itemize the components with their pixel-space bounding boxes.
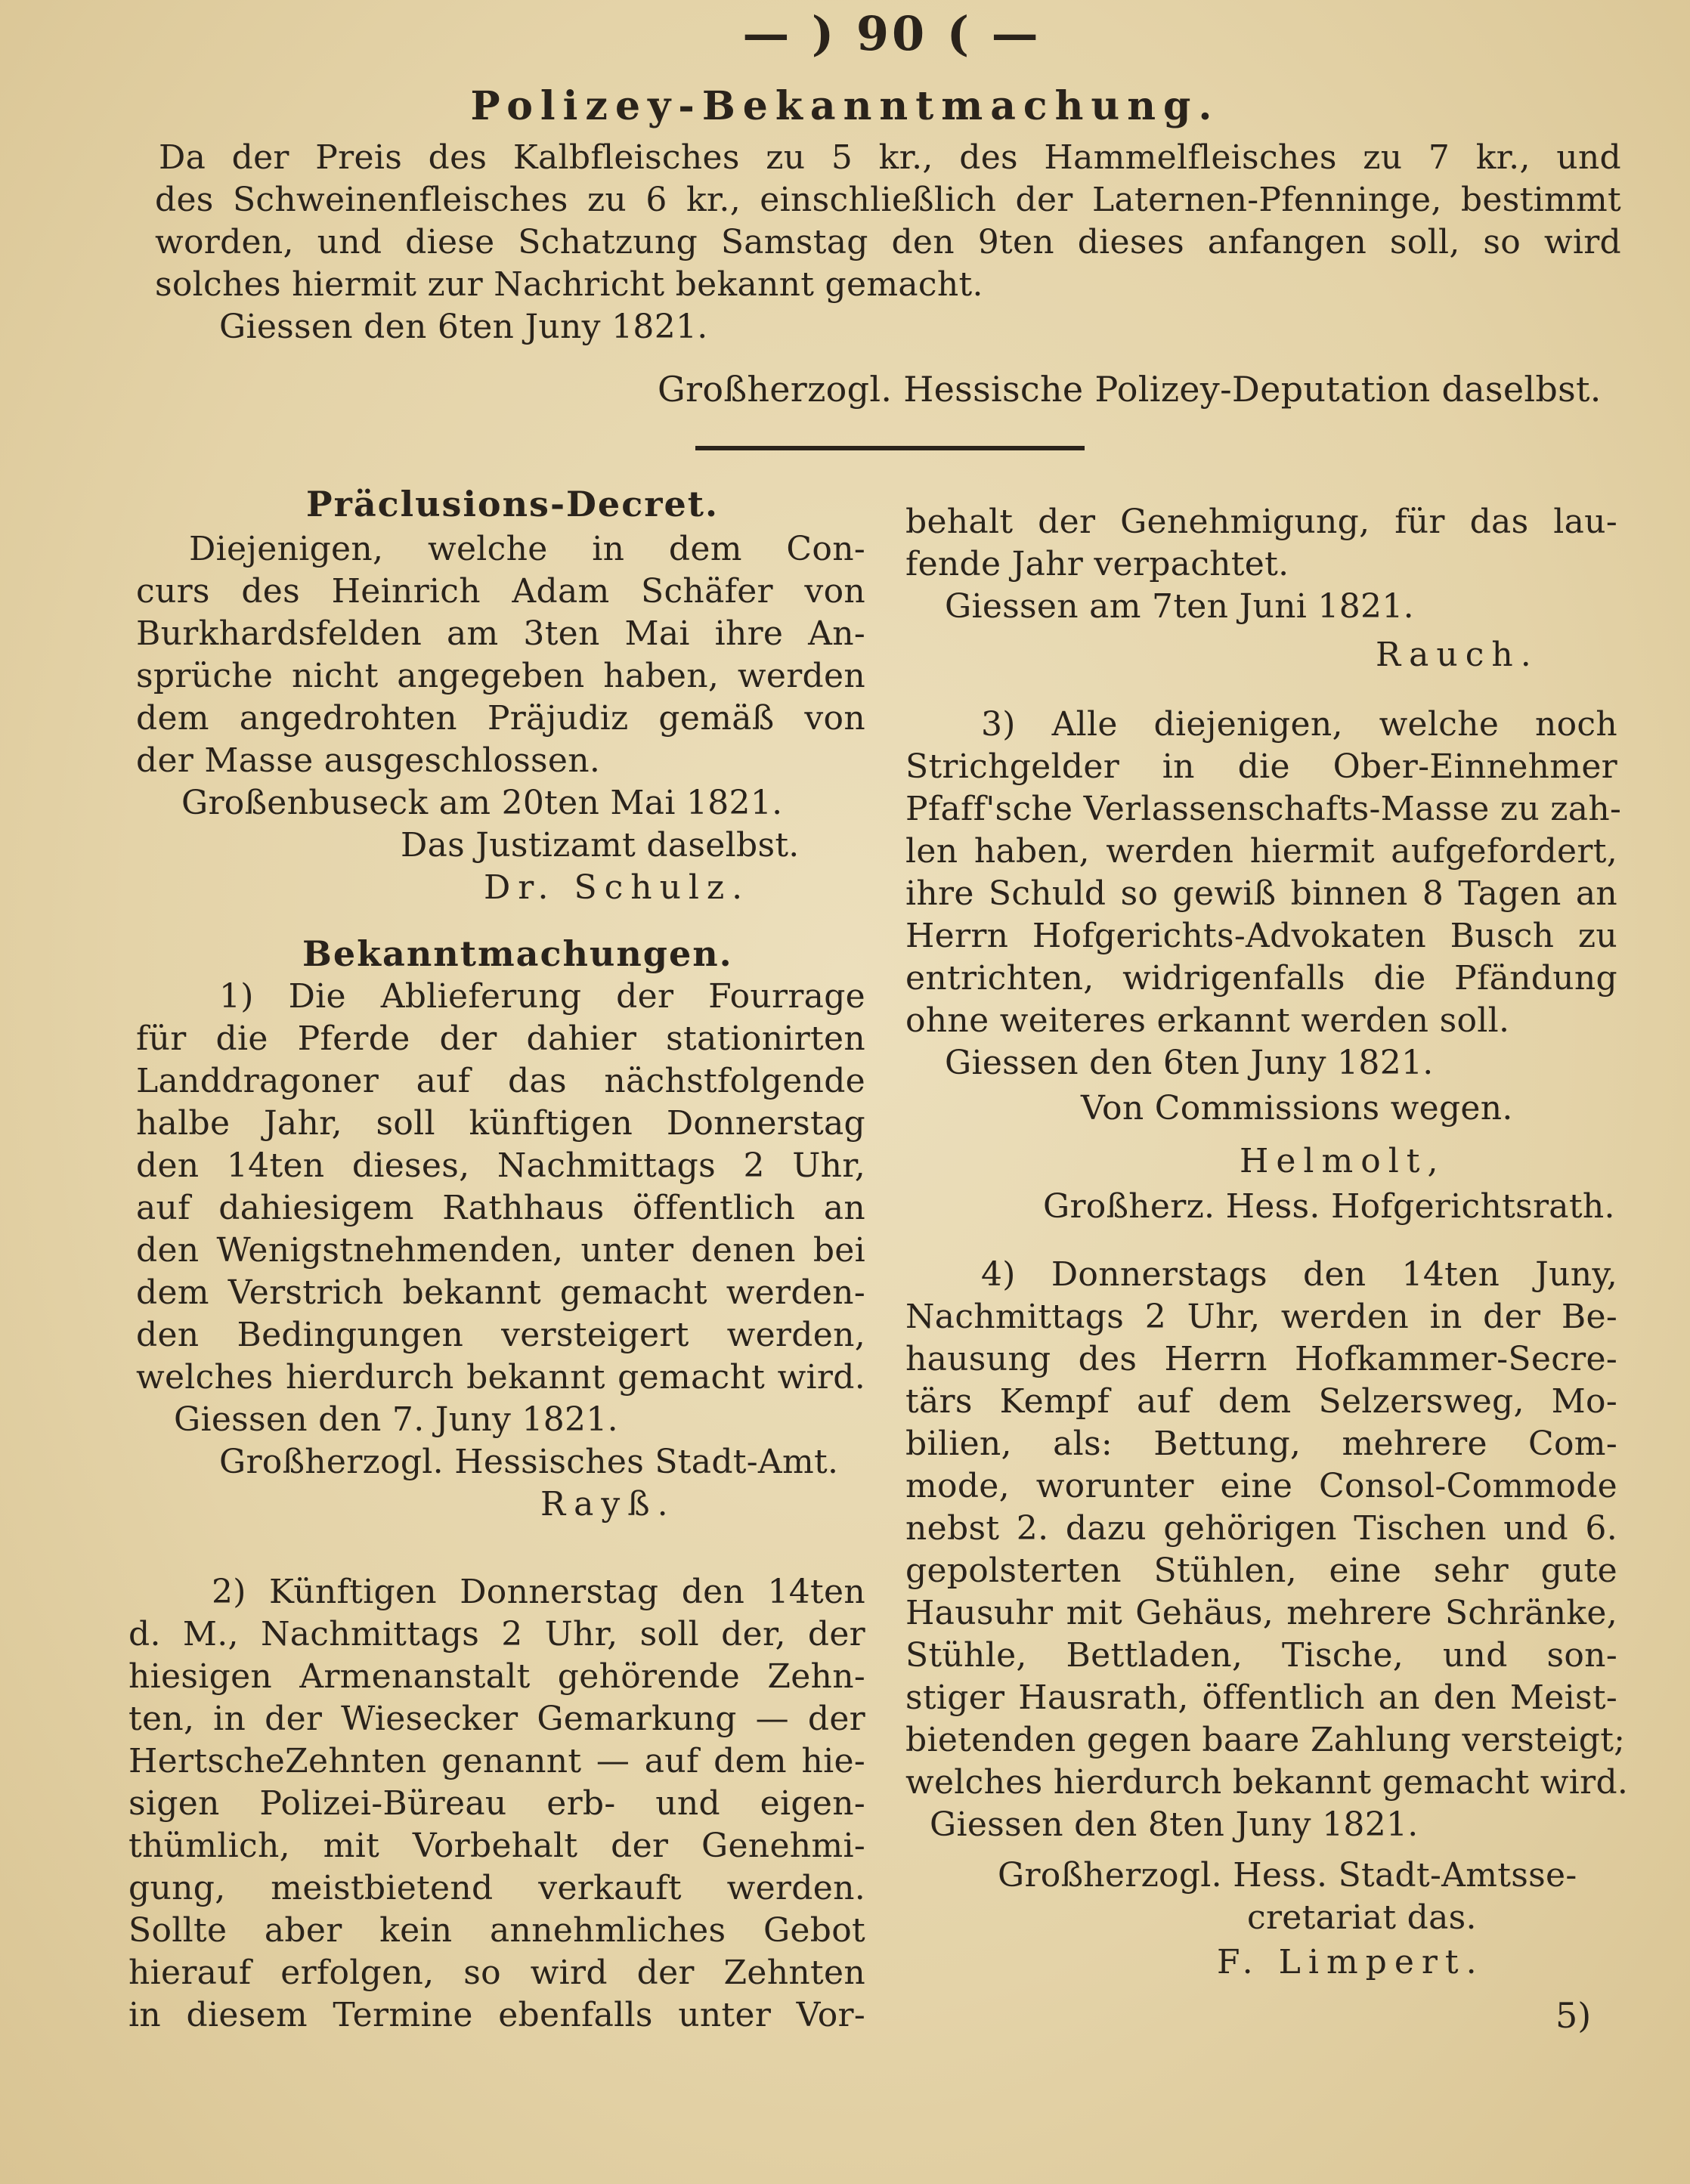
- section-divider: [695, 446, 1085, 450]
- item1-line: Landdragoner auf das nächstfolgende: [136, 1062, 865, 1100]
- praeclusions-name: Dr. Schulz.: [484, 868, 751, 907]
- item4-line: gepolsterten Stühlen, eine sehr gute: [905, 1551, 1617, 1590]
- item2-line: hiesigen Armenanstalt gehörende Zehn-: [128, 1657, 865, 1696]
- item4-signature: cretariat das.: [1247, 1898, 1477, 1937]
- item3-line: ihre Schuld so gewiß binnen 8 Tagen an: [905, 874, 1617, 913]
- item4-line: hausung des Herrn Hofkammer-Secre-: [905, 1340, 1617, 1378]
- item2-line: hierauf erfolgen, so wird der Zehnten: [128, 1954, 865, 1992]
- item1-date: Giessen den 7. Juny 1821.: [174, 1400, 618, 1439]
- item4-line: 4) Donnerstags den 14ten Juny,: [981, 1255, 1617, 1294]
- item3-signature: Von Commissions wegen.: [1081, 1089, 1513, 1128]
- polizey-line: worden, und diese Schatzung Samstag den 9ten dieses anfangen soll, so wird: [155, 223, 1621, 261]
- item1-name: Rayß.: [540, 1485, 676, 1524]
- item2-line: sigen Polizei-Büreau erb- und eigen-: [128, 1784, 865, 1823]
- praeclusions-date: Großenbuseck am 20ten Mai 1821.: [181, 784, 783, 822]
- item2-line: 2) Künftigen Donnerstag den 14ten: [212, 1573, 865, 1611]
- item4-name: F. Limpert.: [1217, 1943, 1484, 1981]
- item4-line: stiger Hausrath, öffentlich an den Meist-: [905, 1678, 1617, 1717]
- item1-line: auf dahiesigem Rathhaus öffentlich an: [136, 1189, 865, 1227]
- praeclusions-signature: Das Justizamt daselbst.: [401, 826, 800, 865]
- item4-line: tärs Kempf auf dem Selzersweg, Mo-: [905, 1382, 1617, 1421]
- praeclusions-line: der Masse ausgeschlossen.: [136, 741, 601, 780]
- praeclusions-line: Burkhardsfelden am 3ten Mai ihre An-: [136, 614, 865, 653]
- item3-line: Pfaff'sche Verlassenschafts-Masse zu zah-: [905, 790, 1622, 828]
- item1-signature: Großherzogl. Hessisches Stadt-Amt.: [219, 1443, 839, 1481]
- item3-line: len haben, werden hiermit aufgefordert,: [905, 832, 1617, 871]
- item4-line: Hausuhr mit Gehäus, mehrere Schränke,: [905, 1594, 1617, 1632]
- item1-line: dem Verstrich bekannt gemacht werden-: [136, 1273, 865, 1312]
- item2-line: ten, in der Wiesecker Gemarkung — der: [128, 1700, 865, 1738]
- item3-name: Helmolt,: [1240, 1142, 1446, 1180]
- item2-line: gung, meistbietend verkauft werden.: [128, 1869, 865, 1907]
- praeclusions-line: curs des Heinrich Adam Schäfer von: [136, 572, 865, 611]
- item2-line: HertscheZehnten genannt — auf dem hie-: [128, 1742, 865, 1780]
- item4-line: mode, worunter eine Consol-Commode: [905, 1467, 1617, 1505]
- item4-line: nebst 2. dazu gehörigen Tischen und 6.: [905, 1509, 1617, 1548]
- item1-line: für die Pferde der dahier stationirten: [136, 1019, 865, 1058]
- polizey-signature: Großherzogl. Hessische Polizey-Deputation daselbst.: [658, 369, 1602, 410]
- item2-line: thümlich, mit Vorbehalt der Genehmi-: [128, 1827, 865, 1865]
- catchword: 5): [1555, 1995, 1592, 2036]
- item1-line: den 14ten dieses, Nachmittags 2 Uhr,: [136, 1146, 865, 1185]
- item2-line: in diesem Termine ebenfalls unter Vor-: [128, 1996, 865, 2034]
- polizey-line: solches hiermit zur Nachricht bekannt gemacht.: [155, 265, 983, 304]
- item3-date: Giessen den 6ten Juny 1821.: [945, 1044, 1434, 1082]
- item2-line: Sollte aber kein annehmliches Gebot: [128, 1911, 865, 1950]
- item4-date: Giessen den 8ten Juny 1821.: [930, 1805, 1419, 1844]
- praeclusions-line: Diejenigen, welche in dem Con-: [189, 530, 865, 568]
- item2-cont-line: behalt der Genehmigung, für das lau-: [905, 503, 1617, 541]
- praeclusions-title: Präclusions-Decret.: [306, 484, 719, 524]
- polizey-line: Da der Preis des Kalbfleisches zu 5 kr., des Hammelfleisches zu 7 kr., und: [159, 138, 1621, 177]
- bekanntmachungen-title: Bekanntmachungen.: [302, 933, 733, 974]
- polizey-date: Giessen den 6ten Juny 1821.: [219, 308, 708, 346]
- praeclusions-line: sprüche nicht angegeben haben, werden: [136, 657, 865, 695]
- item2-cont-name: Rauch.: [1376, 636, 1539, 674]
- item2-cont-line: fende Jahr verpachtet.: [905, 545, 1289, 583]
- item1-line: den Bedingungen versteigert werden,: [136, 1316, 865, 1354]
- item4-line: bilien, als: Bettung, mehrere Com-: [905, 1425, 1617, 1463]
- item2-line: d. M., Nachmittags 2 Uhr, soll der, der: [128, 1615, 865, 1653]
- item3-line: ohne weiteres erkannt werden soll.: [905, 1001, 1510, 1040]
- item3-title: Großherz. Hess. Hofgerichtsrath.: [1043, 1187, 1615, 1226]
- polizey-line: des Schweinenfleisches zu 6 kr., einschließlich der Laternen-Pfenninge, bestimmt: [155, 181, 1621, 219]
- item1-line: halbe Jahr, soll künftigen Donnerstag: [136, 1104, 865, 1143]
- page-number-header: — ) 90 ( —: [742, 6, 1042, 61]
- item4-signature: Großherzogl. Hess. Stadt-Amtsse-: [998, 1856, 1577, 1895]
- item1-line: welches hierdurch bekannt gemacht wird.: [136, 1358, 865, 1397]
- item3-line: entrichten, widrigenfalls die Pfändung: [905, 959, 1617, 998]
- item4-line: bietenden gegen baare Zahlung versteigt;: [905, 1721, 1626, 1759]
- item1-line: 1) Die Ablieferung der Fourrage: [219, 977, 865, 1016]
- item4-line: Stühle, Bettladen, Tische, und son-: [905, 1636, 1617, 1675]
- item3-line: 3) Alle diejenigen, welche noch: [981, 705, 1617, 744]
- item4-line: Nachmittags 2 Uhr, werden in der Be-: [905, 1298, 1617, 1336]
- praeclusions-line: dem angedrohten Präjudiz gemäß von: [136, 699, 865, 738]
- item3-line: Herrn Hofgerichts-Advokaten Busch zu: [905, 917, 1617, 955]
- polizey-title: Polizey-Bekanntmachung.: [470, 83, 1220, 129]
- item1-line: den Wenigstnehmenden, unter denen bei: [136, 1231, 865, 1270]
- item4-line: welches hierdurch bekannt gemacht wird.: [905, 1763, 1629, 1802]
- item3-line: Strichgelder in die Ober-Einnehmer: [905, 747, 1617, 786]
- item2-cont-date: Giessen am 7ten Juni 1821.: [945, 587, 1414, 626]
